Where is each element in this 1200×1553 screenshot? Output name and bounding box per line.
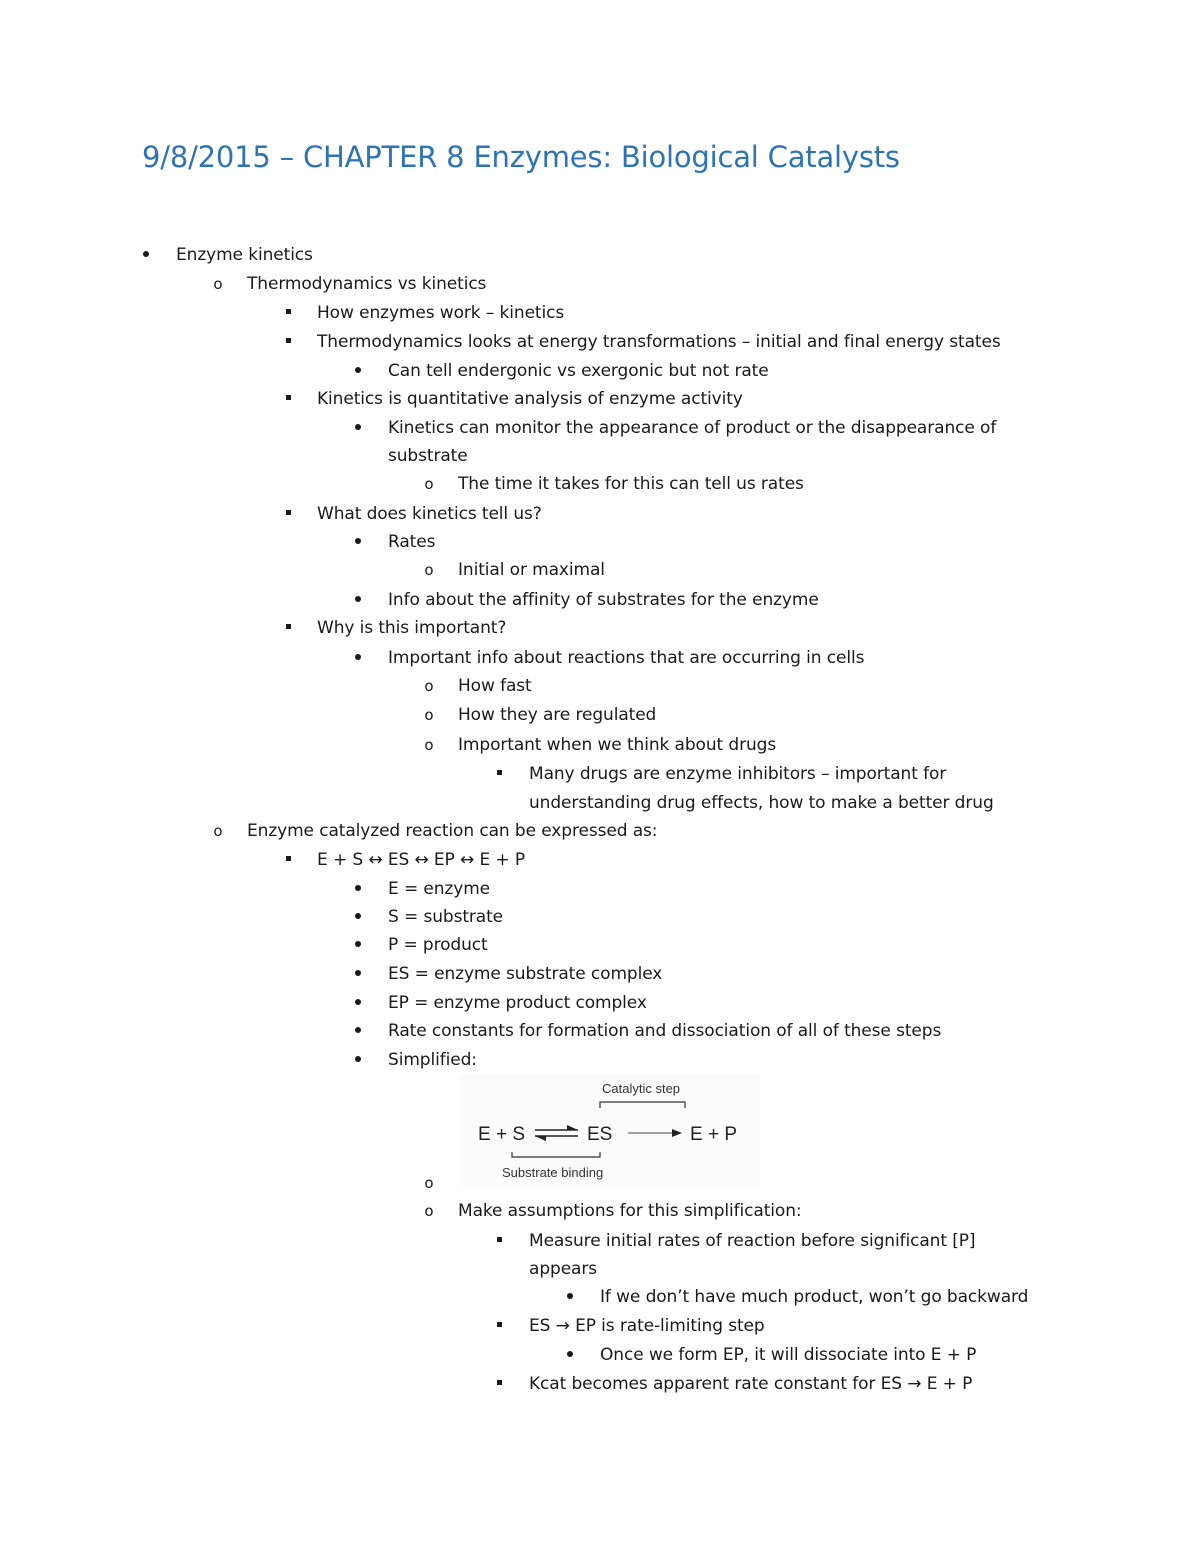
bullet-circle: o xyxy=(213,275,223,293)
bullet-square xyxy=(281,302,295,324)
bullet-square xyxy=(492,763,506,785)
list-item: Important info about reactions that are occurring in cells xyxy=(388,648,865,668)
list-item: Simplified: xyxy=(388,1050,477,1070)
list-item: Many drugs are enzyme inhibitors – important for xyxy=(529,764,947,784)
list-item: Measure initial rates of reaction before significant [P] xyxy=(529,1231,976,1251)
list-item: E = enzyme xyxy=(388,879,491,899)
bullet-square xyxy=(492,1315,506,1337)
list-item: Can tell endergonic vs exergonic but not rate xyxy=(388,361,769,381)
bullet-circle: o xyxy=(424,1202,434,1220)
bullet-dot xyxy=(139,244,153,266)
list-item: EP = enzyme product complex xyxy=(388,993,647,1013)
bullet-dot xyxy=(563,1344,577,1366)
bullet-dot xyxy=(351,906,365,928)
es-complex-label: ES xyxy=(587,1124,613,1145)
list-item-continuation: substrate xyxy=(388,446,468,466)
bullet-dot xyxy=(351,1020,365,1042)
list-item: If we don’t have much product, won’t go backward xyxy=(600,1287,1029,1307)
bullet-square xyxy=(281,503,295,525)
bullet-circle: o xyxy=(424,1174,434,1192)
list-item: Why is this important? xyxy=(317,618,507,638)
bullet-circle: o xyxy=(424,736,434,754)
list-item: Make assumptions for this simplification: xyxy=(458,1201,802,1221)
bullet-square xyxy=(492,1373,506,1395)
list-item: What does kinetics tell us? xyxy=(317,504,542,524)
list-item-continuation: understanding drug effects, how to make a better drug xyxy=(529,793,994,813)
list-item: Kinetics is quantitative analysis of enzyme activity xyxy=(317,389,743,409)
page-title: 9/8/2015 – CHAPTER 8 Enzymes: Biological Catalysts xyxy=(142,140,900,174)
list-item: Thermodynamics looks at energy transformations – initial and final energy states xyxy=(317,332,1001,352)
bullet-dot xyxy=(351,647,365,669)
list-item: Thermodynamics vs kinetics xyxy=(247,274,487,294)
bullet-circle: o xyxy=(424,561,434,579)
bullet-dot xyxy=(351,417,365,439)
bullet-square xyxy=(281,388,295,410)
list-item: Important when we think about drugs xyxy=(458,735,777,755)
list-item: Enzyme kinetics xyxy=(176,245,313,265)
catalytic-step-label: Catalytic step xyxy=(602,1081,681,1096)
list-item: Once we form EP, it will dissociate into E + P xyxy=(600,1345,977,1365)
list-item: The time it takes for this can tell us rates xyxy=(458,474,804,494)
bullet-dot xyxy=(351,878,365,900)
list-item: S = substrate xyxy=(388,907,504,927)
bullet-square xyxy=(281,617,295,639)
bullet-square xyxy=(281,331,295,353)
list-item: ES → EP is rate-limiting step xyxy=(529,1316,765,1336)
products-label: E + P xyxy=(690,1124,737,1145)
list-item: Rate constants for formation and dissociation of all of these steps xyxy=(388,1021,942,1041)
bullet-circle: o xyxy=(424,677,434,695)
bullet-dot xyxy=(351,992,365,1014)
list-item: ES = enzyme substrate complex xyxy=(388,964,663,984)
list-item: How fast xyxy=(458,676,532,696)
bullet-circle: o xyxy=(424,706,434,724)
list-item: Rates xyxy=(388,532,436,552)
list-item: How enzymes work – kinetics xyxy=(317,303,565,323)
list-item-continuation: appears xyxy=(529,1259,598,1279)
bullet-square xyxy=(281,849,295,871)
bullet-dot xyxy=(351,1049,365,1071)
bullet-circle: o xyxy=(213,822,223,840)
list-item: Kcat becomes apparent rate constant for ES → E + P xyxy=(529,1374,973,1394)
list-item: P = product xyxy=(388,935,488,955)
reaction-diagram xyxy=(460,1074,760,1186)
bullet-dot xyxy=(563,1286,577,1308)
bullet-circle: o xyxy=(424,475,434,493)
bullet-dot xyxy=(351,589,365,611)
bullet-dot xyxy=(351,934,365,956)
bullet-square xyxy=(492,1230,506,1252)
bullet-dot xyxy=(351,360,365,382)
list-item: Initial or maximal xyxy=(458,560,605,580)
list-item: Info about the affinity of substrates for the enzyme xyxy=(388,590,819,610)
list-item: Enzyme catalyzed reaction can be expressed as: xyxy=(247,821,658,841)
list-item: E + S ↔ ES ↔ EP ↔ E + P xyxy=(317,850,526,870)
list-item: Kinetics can monitor the appearance of product or the disappearance of xyxy=(388,418,997,438)
reactants-label: E + S xyxy=(478,1124,525,1145)
bullet-dot xyxy=(351,531,365,553)
bullet-dot xyxy=(351,963,365,985)
substrate-binding-label: Substrate binding xyxy=(502,1165,604,1180)
list-item: How they are regulated xyxy=(458,705,657,725)
